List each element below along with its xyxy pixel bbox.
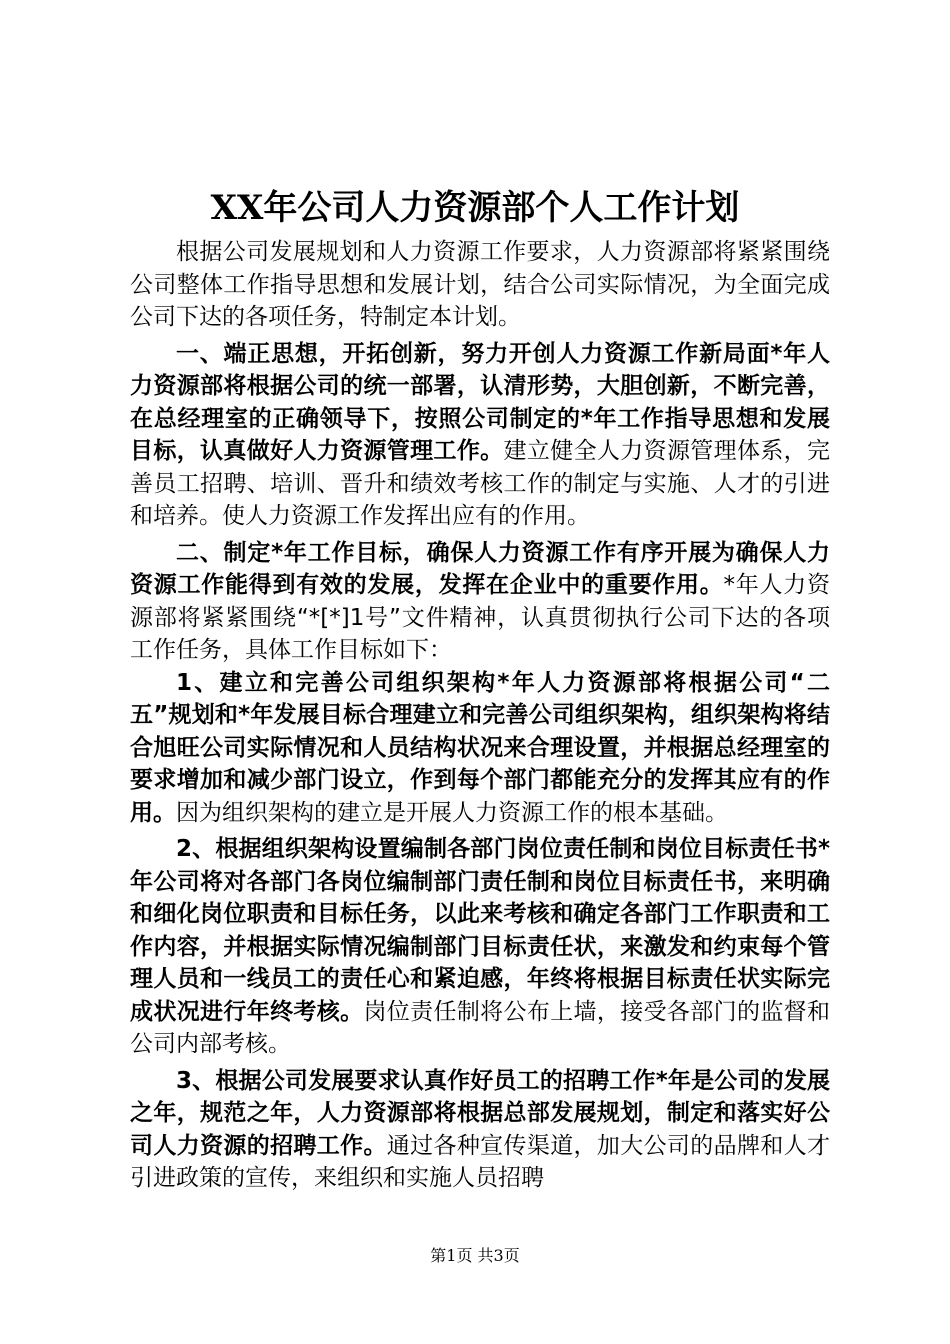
paragraph-text: 根据公司发展规划和人力资源工作要求，人力资源部将紧紧围绕公司整体工作指导思想和发展计划，结合公司实际情况，为全面完成公司下达的各项任务，特制定本计划。: [130, 239, 830, 330]
paragraph-heading-text: 2、根据组织架构设置编制各部门岗位责任制和岗位目标责任书*年公司将对各部门各岗位编制部门责任制和岗位目标责任书，来明确和细化岗位职责和目标任务，以此来考核和确定各部门工作职责和工作内容，并根据实际情况编制部门目标责任状，来激发和约束每个管理人员和一线员工的责任心和紧迫感，年终将根据目标责任状实际完成状况进行年终考核。: [130, 836, 830, 1025]
paragraph-heading-text: 1、建立和完善公司组织架构*年人力资源部将根据公司“二五”规划和*年发展目标合理建立和完善公司组织架构，组织架构将结合旭旺公司实际情况和人员结构状况来合理设置，并根据总经理室的要求增加和减少部门设立，作到每个部门都能充分的发挥其应有的作用。: [130, 669, 830, 826]
paragraph-item-1: [130, 667, 830, 830]
paragraph-text: 建立健全人力资源管理体系，完善员工招聘、培训、晋升和绩效考核工作的制定与实施、人才的引进和培养。使人力资源工作发挥出应有的作用。: [130, 438, 831, 529]
paragraph-text: 岗位责任制将公布上墙，接受各部门的监督和公司内部考核。: [130, 998, 831, 1057]
paragraph-heading-text: 3、根据公司发展要求认真作好员工的招聘工作*年是公司的发展之年，规范之年，人力资源部将根据总部发展规划，制定和落实好公司人力资源的招聘工作。: [130, 1067, 830, 1159]
document-title: XX年公司人力资源部个人工作计划: [210, 188, 740, 228]
paragraph-section-2: [130, 537, 830, 667]
page-footer: 第1页 共3页: [430, 1246, 520, 1265]
paragraph-intro: [130, 236, 830, 334]
document-body: [130, 236, 830, 1195]
paragraph-heading-text: 一、端正思想，开拓创新，努力开创人力资源工作新局面*年人力资源部将根据公司的统一部署，认清形势，大胆创新，不断完善，在总经理室的正确领导下，按照公司制定的*年工作指导思想和发展目标，认真做好人力资源管理工作。: [130, 340, 830, 464]
paragraph-text: 通过各种宣传渠道，加大公司的品牌和人才引进政策的宣传，来组织和实施人员招聘: [130, 1132, 831, 1191]
paragraph-section-1: [130, 338, 830, 533]
paragraph-text: 因为组织架构的建立是开展人力资源工作的根本基础。: [176, 799, 728, 826]
paragraph-item-2: [130, 833, 830, 1061]
paragraph-text: *年人力资源部将紧紧围绕“*[*]1号”文件精神，认真贯彻执行公司下达的各项工作任务，具体工作目标如下：: [130, 572, 831, 663]
paragraph-item-3: [130, 1065, 830, 1195]
paragraph-heading-text: 二、制定*年工作目标，确保人力资源工作有序开展为确保人力资源工作能得到有效的发展，发挥在企业中的重要作用。: [130, 539, 830, 598]
